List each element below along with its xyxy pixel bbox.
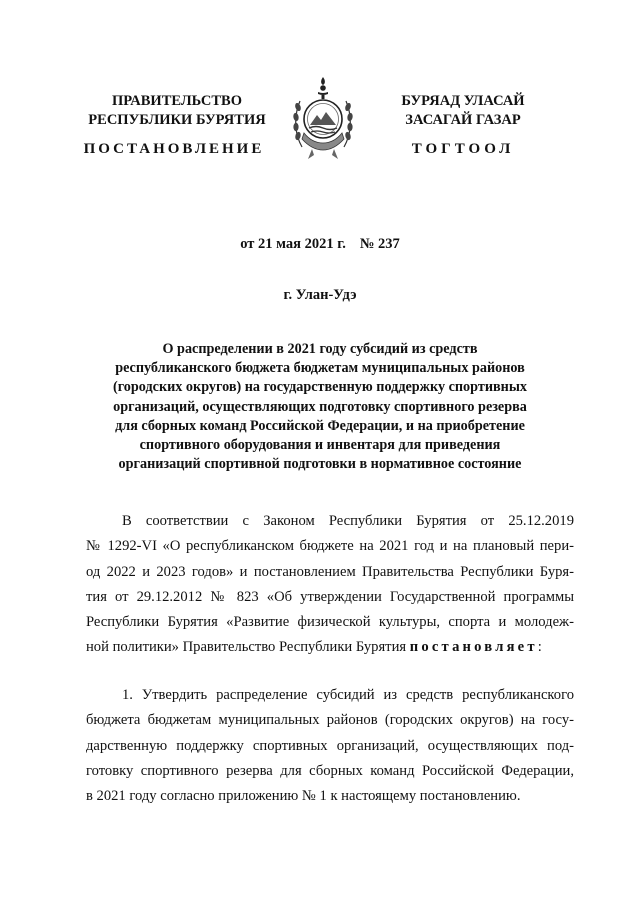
preamble-line6-text: ной политики» Правительство Республики Бурятия (86, 639, 410, 656)
title-line: организаций спортивной подготовки в нормативное состояние (118, 456, 522, 473)
title-line: спортивного оборудования и инвентаря для приведения (139, 437, 501, 454)
item-1-line: готовку спортивного резерва для сборных команд Российской Федерации, (86, 762, 574, 779)
header-right-line2: ЗАСАГАЙ ГАЗАР (405, 112, 521, 128)
preamble-paragraph (86, 509, 574, 661)
title-line: для сборных команд Российской Федерации, и на приобретение (115, 417, 525, 434)
header-left-line1: ПРАВИТЕЛЬСТВО (112, 93, 242, 109)
document-date: от 21 мая 2021 г. (240, 236, 346, 252)
header-right-authority (378, 92, 548, 130)
item-1-line: бюджета бюджетам муниципальных районов (городских округов) на госу- (86, 712, 574, 729)
item-1-line: 1. Утвердить распределение субсидий из средств республиканского (122, 687, 574, 703)
title-line: (городских округов) на государственную поддержку спортивных (112, 379, 528, 396)
header-right-line1: БУРЯАД УЛАСАЙ (401, 93, 525, 109)
coat-of-arms-emblem (290, 73, 356, 161)
item-1-line: дарственную поддержку спортивных организаций, осуществляющих под- (86, 737, 574, 754)
preamble-line: тия от 29.12.2012 № 823 «Об утверждении Государственной программы (86, 588, 574, 605)
preamble-line: од 2022 и 2023 годов» и постановлением Правительства Республики Буря- (86, 563, 574, 580)
resolves-keyword: постановляет (409, 639, 538, 656)
document-type-right: ТОГТООЛ (411, 141, 515, 157)
preamble-line: № 1292-VI «О республиканском бюджете на 2021 год и на плановый пери- (86, 538, 574, 555)
item-1-paragraph (86, 683, 574, 809)
title-line: республиканского бюджета бюджетам муниципальных районов (115, 360, 525, 377)
document-title (100, 340, 540, 474)
document-number: № 237 (359, 236, 400, 252)
header-left-authority (82, 92, 272, 130)
document-city: г. Улан-Удэ (283, 287, 357, 303)
preamble-line: Республики Бурятия «Развитие физической культуры, спорта и молодеж- (86, 614, 574, 631)
preamble-colon: : (537, 639, 542, 656)
title-line: организаций, осуществляющих подготовку спортивного резерва (113, 398, 527, 415)
header-left-line2: РЕСПУБЛИКИ БУРЯТИЯ (88, 112, 266, 128)
preamble-line-final (86, 635, 574, 660)
date-number-line (0, 236, 640, 253)
title-line: О распределении в 2021 году субсидий из средств (162, 341, 478, 357)
document-type-left: ПОСТАНОВЛЕНИЕ (83, 141, 265, 157)
preamble-line: В соответствии с Законом Республики Бурятия от 25.12.2019 (122, 513, 574, 529)
item-1-line: в 2021 году согласно приложению № 1 к настоящему постановлению. (86, 788, 521, 805)
